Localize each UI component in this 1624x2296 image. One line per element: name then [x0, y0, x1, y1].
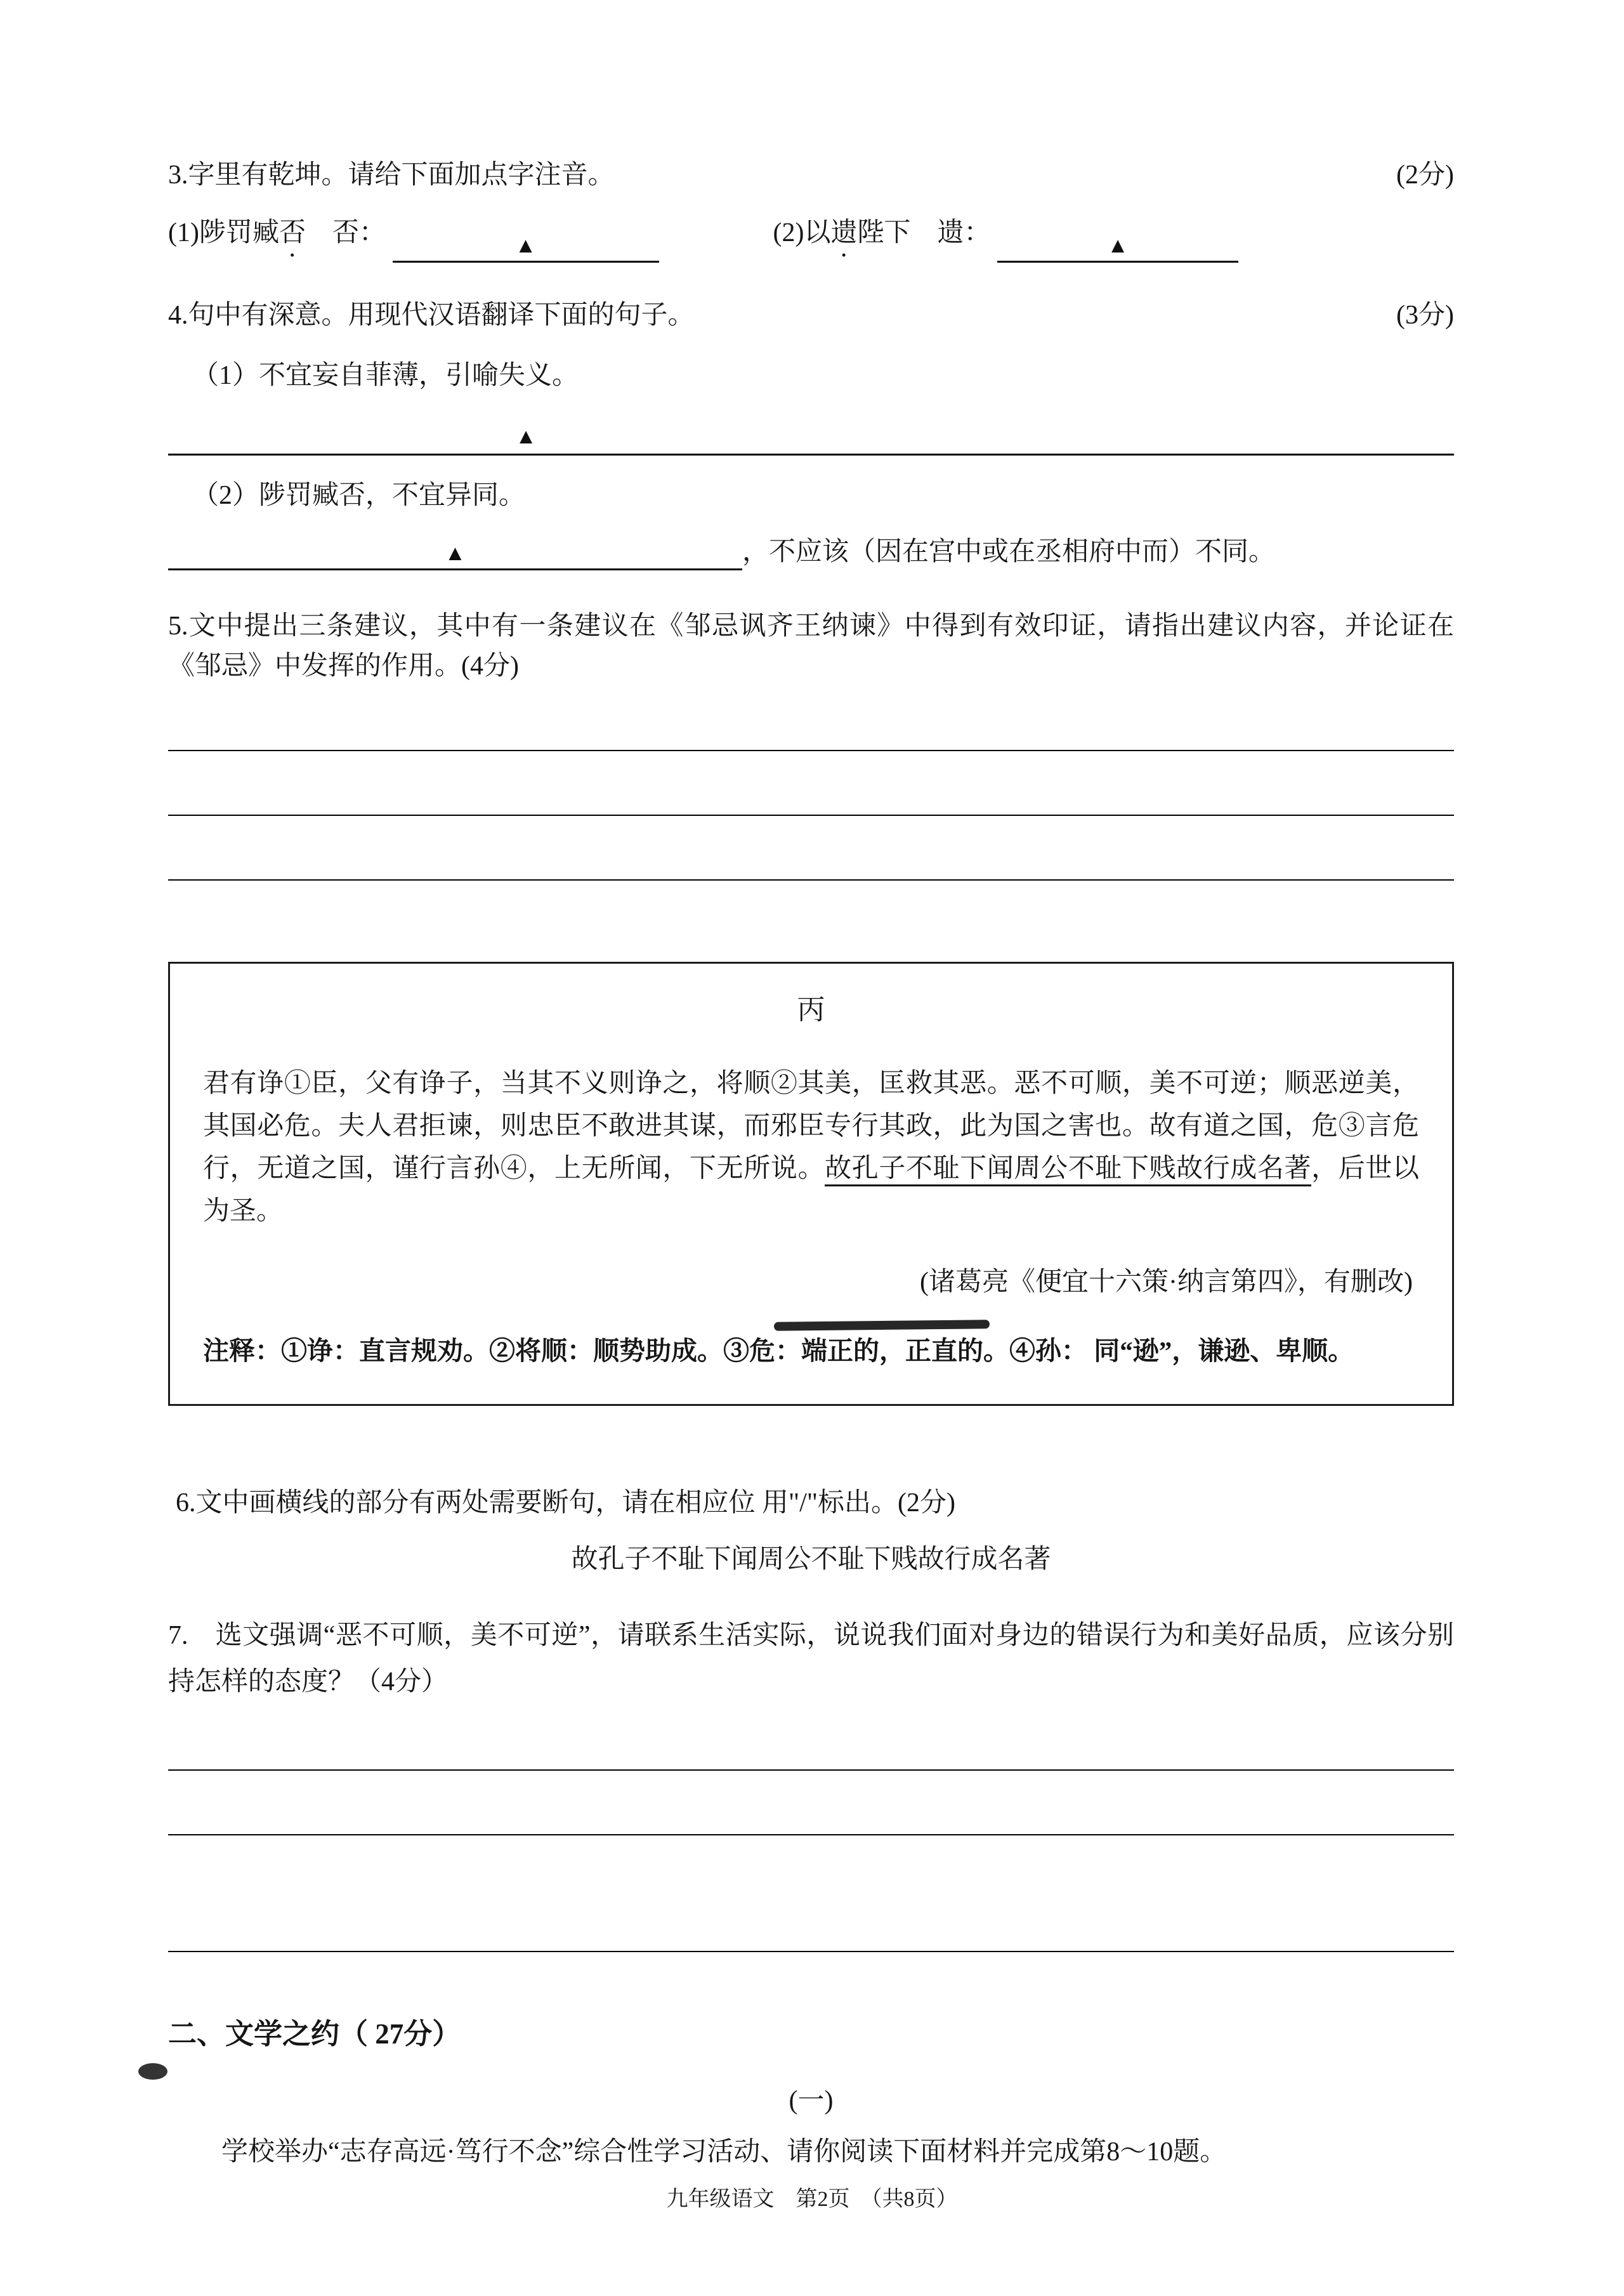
passage-attribution: (诸葛亮《便宜十六策·纳言第四》，有删改)	[920, 1268, 1413, 1297]
triangle-placeholder: ▲	[515, 425, 537, 449]
question-4-header	[168, 296, 1454, 336]
answer-blank-q3-2	[997, 230, 1238, 263]
section-2-intro: 学校举办“志存高远·笃行不念”综合性学习活动、请你阅读下面材料并完成第8～10题。	[221, 2137, 1227, 2167]
answer-line	[168, 879, 1454, 881]
question-6-sentence: 故孔子不耻下闻周公不耻下贱故行成名著	[571, 1544, 1051, 1574]
answer-line	[168, 1834, 1454, 1835]
answer-blank-q3-1	[393, 230, 659, 263]
question-5-text: 5.文中提出三条建议，其中有一条建议在《邹忌讽齐王纳谏》中得到有效印证，请指出建议内容，并论证在《邹忌》中发挥的作用。(4分)	[168, 612, 1454, 681]
answer-line	[168, 815, 1454, 816]
passage-notes: 注释：①诤：直言规劝。②将顺：顺势助成。③危：端正的，正直的。④孙： 同“逊”，谦逊、卑顺。	[203, 1336, 1354, 1366]
passage-body-tail: ，后世以为圣。	[203, 1153, 1419, 1226]
section-2-heading: 二、文学之约（ 27分）	[168, 2017, 461, 2050]
answer-line	[168, 1769, 1454, 1771]
passage-body-text: 君有诤①臣，父有诤子，当其不义则诤之，将顺②其美，匡救其恶。恶不可顺，美不可逆；顺恶逆美，其国必危。夫人君拒谏，则忠臣不敢进其谋，而邪臣专行其政，此为国之害也。故有道之国，危③言危行，无道之国，谨行言孙④，上无所闻，下无所说。	[203, 1068, 1419, 1183]
question-3-item-2	[773, 213, 1239, 263]
item-1-dotted-char: 否	[278, 218, 306, 247]
passage-title: 丙	[797, 994, 825, 1025]
question-3-score: (2分)	[1396, 161, 1454, 190]
answer-blank-q4-1	[168, 425, 1454, 456]
item-1-label-pre: (1)陟罚臧	[168, 218, 279, 247]
question-3-answers	[168, 213, 1454, 263]
question-3-header	[168, 155, 1454, 195]
question-3-item-1	[168, 213, 659, 263]
item-2-dotted-char: 遗	[830, 218, 858, 247]
triangle-placeholder: ▲	[514, 234, 537, 258]
question-4-score: (3分)	[1396, 301, 1454, 330]
question-4-text: 4.句中有深意。用现代汉语翻译下面的句子。	[168, 301, 695, 330]
scan-artifact-blob	[138, 2063, 167, 2080]
passage-underlined-segment: 故孔子不耻下闻周公不耻下贱故行成名著	[825, 1154, 1311, 1186]
question-4-sub-1: （1）不宜妄自菲薄，引喻失义。	[192, 361, 579, 390]
question-7-text: 7. 选文强调“恶不可顺，美不可逆”，请联系生活实际，说说我们面对身边的错误行为和美好品质，应该分别持怎样的态度？（4分）	[168, 1620, 1454, 1697]
item-2-label-pre: (2)以	[773, 218, 831, 247]
section-2-part-label: (一)	[789, 2085, 834, 2115]
item-1-label-post: 否：	[306, 218, 386, 247]
page-footer: 九年级语文 第2页 （共8页）	[666, 2188, 958, 2211]
question-6-text: 6.文中画横线的部分有两处需要断句，请在相应位 用"/"标出。(2分)	[176, 1488, 955, 1518]
passage-body	[203, 1063, 1419, 1233]
question-4-sub-2-tail: ，不应该（因在宫中或在丞相府中而）不同。	[742, 537, 1276, 567]
answer-line	[168, 1951, 1454, 1952]
item-2-label-post: 陛下 遗：	[857, 218, 991, 247]
question-4-sub-2-answer-row	[168, 532, 1454, 572]
question-3-text: 3.字里有乾坤。请给下面加点字注音。	[168, 161, 615, 190]
triangle-placeholder: ▲	[444, 542, 466, 565]
answer-line	[168, 750, 1454, 751]
triangle-placeholder: ▲	[1107, 234, 1129, 258]
answer-blank-q4-2	[168, 537, 742, 570]
question-4-sub-2: （2）陟罚臧否，不宜异同。	[192, 481, 526, 510]
passage-box	[168, 962, 1454, 1406]
